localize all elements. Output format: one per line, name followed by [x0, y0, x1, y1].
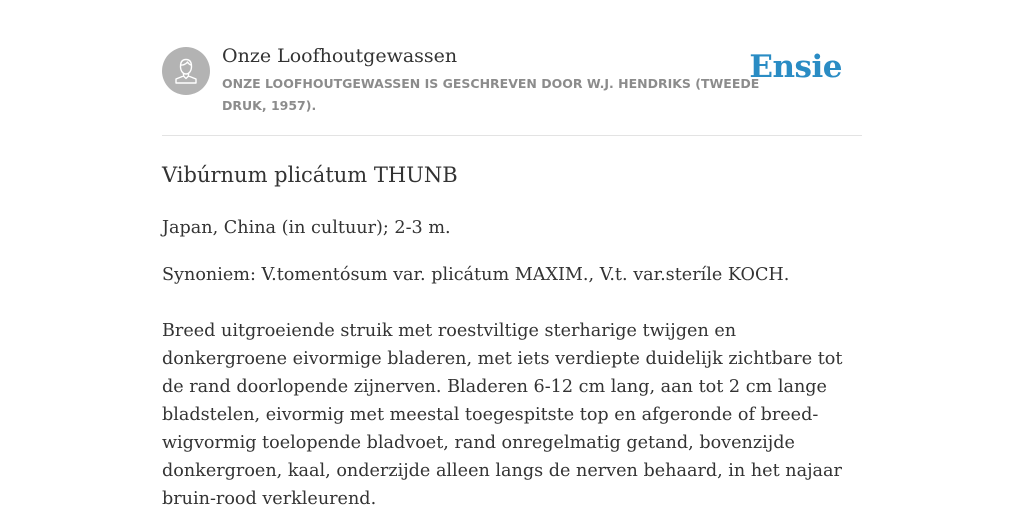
article-title: Vibúrnum plicátum THUNB — [162, 163, 458, 187]
avatar[interactable] — [162, 47, 210, 95]
article-synonym: Synoniem: V.tomentósum var. plicátum MAXIM., V.t. var.steríle KOCH. — [162, 265, 790, 285]
brand-logo[interactable]: Ensie — [749, 49, 842, 85]
article-description: Breed uitgroeiende struik met roestviltige sterharige twijgen en donkergroene eivormige bladeren, met iets verdiepte duidelijk zichtbare tot de rand doorlopende zijnerven. Bladeren 6-12 cm lang, aan tot 2 cm lange bladstelen, eivormig met meestal toegespitste top en afgeronde of breed-wigvormig toelopende bladvoet, rand onregelmatig getand, bovenzijde donkergroen, kaal, onderzijde alleen langs de nerven behaard, in het najaar bruin-rood verkleurend. — [162, 321, 843, 509]
book-header — [162, 44, 862, 136]
book-subtitle: ONZE LOOFHOUTGEWASSEN IS GESCHREVEN DOOR W.J. HENDRIKS (TWEEDE DRUK, 1957). — [222, 76, 760, 113]
user-icon — [162, 47, 210, 95]
book-title[interactable]: Onze Loofhoutgewassen — [222, 45, 458, 67]
article — [162, 158, 862, 512]
article-origin: Japan, China (in cultuur); 2-3 m. — [162, 218, 451, 238]
